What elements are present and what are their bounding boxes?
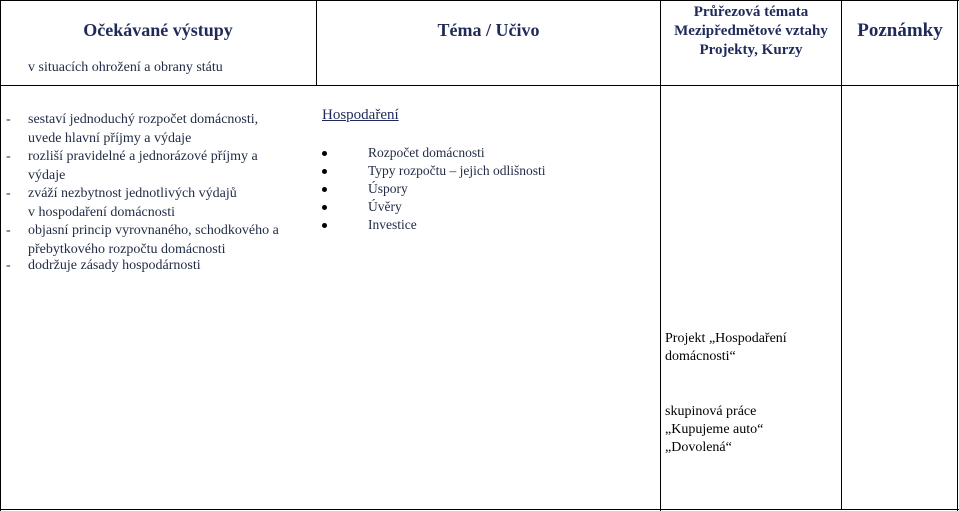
topic-item: Úspory bbox=[368, 181, 408, 196]
outcome-dash: - bbox=[6, 112, 11, 127]
project-note-line: Projekt „Hospodaření bbox=[665, 331, 787, 346]
col-divider-2 bbox=[660, 0, 661, 511]
bullet-icon bbox=[322, 223, 327, 228]
outcome-text: přebytkového rozpočtu domácnosti bbox=[28, 241, 226, 257]
header-outcomes: Očekávané výstupy bbox=[83, 20, 233, 40]
header-divider bbox=[0, 85, 959, 86]
border-bottom bbox=[0, 509, 959, 510]
bullet-icon bbox=[322, 169, 327, 174]
header-crosscutting-3: Projekty, Kurzy bbox=[699, 42, 803, 58]
topic-item: Typy rozpočtu – jejich odlišnosti bbox=[368, 163, 546, 178]
outcome-text: uvede hlavní příjmy a výdaje bbox=[28, 130, 192, 146]
topic-title: Hospodaření bbox=[322, 107, 399, 123]
outcome-text: sestaví jednoduchý rozpočet domácnosti, bbox=[28, 112, 259, 127]
border-top bbox=[0, 0, 959, 1]
outcome-text: dodržuje zásady hospodárnosti bbox=[28, 258, 201, 273]
bullet-icon bbox=[322, 187, 327, 192]
border-left bbox=[0, 0, 1, 511]
header-crosscutting-2: Mezipředmětové vztahy bbox=[674, 23, 828, 39]
header-crosscutting-1: Průřezová témata bbox=[693, 4, 809, 20]
group-note-line: skupinová práce bbox=[665, 404, 757, 419]
outcome-text: zváží nezbytnost jednotlivých výdajů bbox=[28, 186, 237, 201]
group-note-line: „Kupujeme auto“ bbox=[665, 422, 764, 437]
col-divider-3-lower bbox=[841, 85, 842, 509]
project-note-line: domácnosti“ bbox=[665, 349, 736, 364]
outcome-dash: - bbox=[6, 149, 11, 164]
border-right bbox=[957, 0, 958, 511]
outcome-text: objasní princip vyrovnaného, schodkového a bbox=[28, 223, 279, 238]
outcome-dash: - bbox=[6, 186, 11, 201]
group-note-line: „Dovolená“ bbox=[665, 440, 732, 455]
outcome-text: v hospodaření domácnosti bbox=[28, 204, 175, 220]
bullet-icon bbox=[322, 151, 327, 156]
header-subtitle: v situacích ohrožení a obrany státu bbox=[28, 60, 223, 75]
col-divider-1 bbox=[316, 0, 317, 85]
col-divider-3 bbox=[841, 0, 842, 85]
outcome-dash: - bbox=[6, 258, 11, 273]
outcome-text: výdaje bbox=[28, 167, 66, 183]
topic-item: Úvěry bbox=[368, 199, 402, 214]
topic-item: Investice bbox=[368, 217, 417, 232]
header-topic: Téma / Učivo bbox=[437, 20, 540, 40]
topic-item: Rozpočet domácnosti bbox=[368, 145, 485, 160]
header-notes: Poznámky bbox=[857, 20, 943, 41]
outcome-dash: - bbox=[6, 223, 11, 238]
bullet-icon bbox=[322, 205, 327, 210]
outcome-text: rozliší pravidelné a jednorázové příjmy a bbox=[28, 149, 258, 164]
